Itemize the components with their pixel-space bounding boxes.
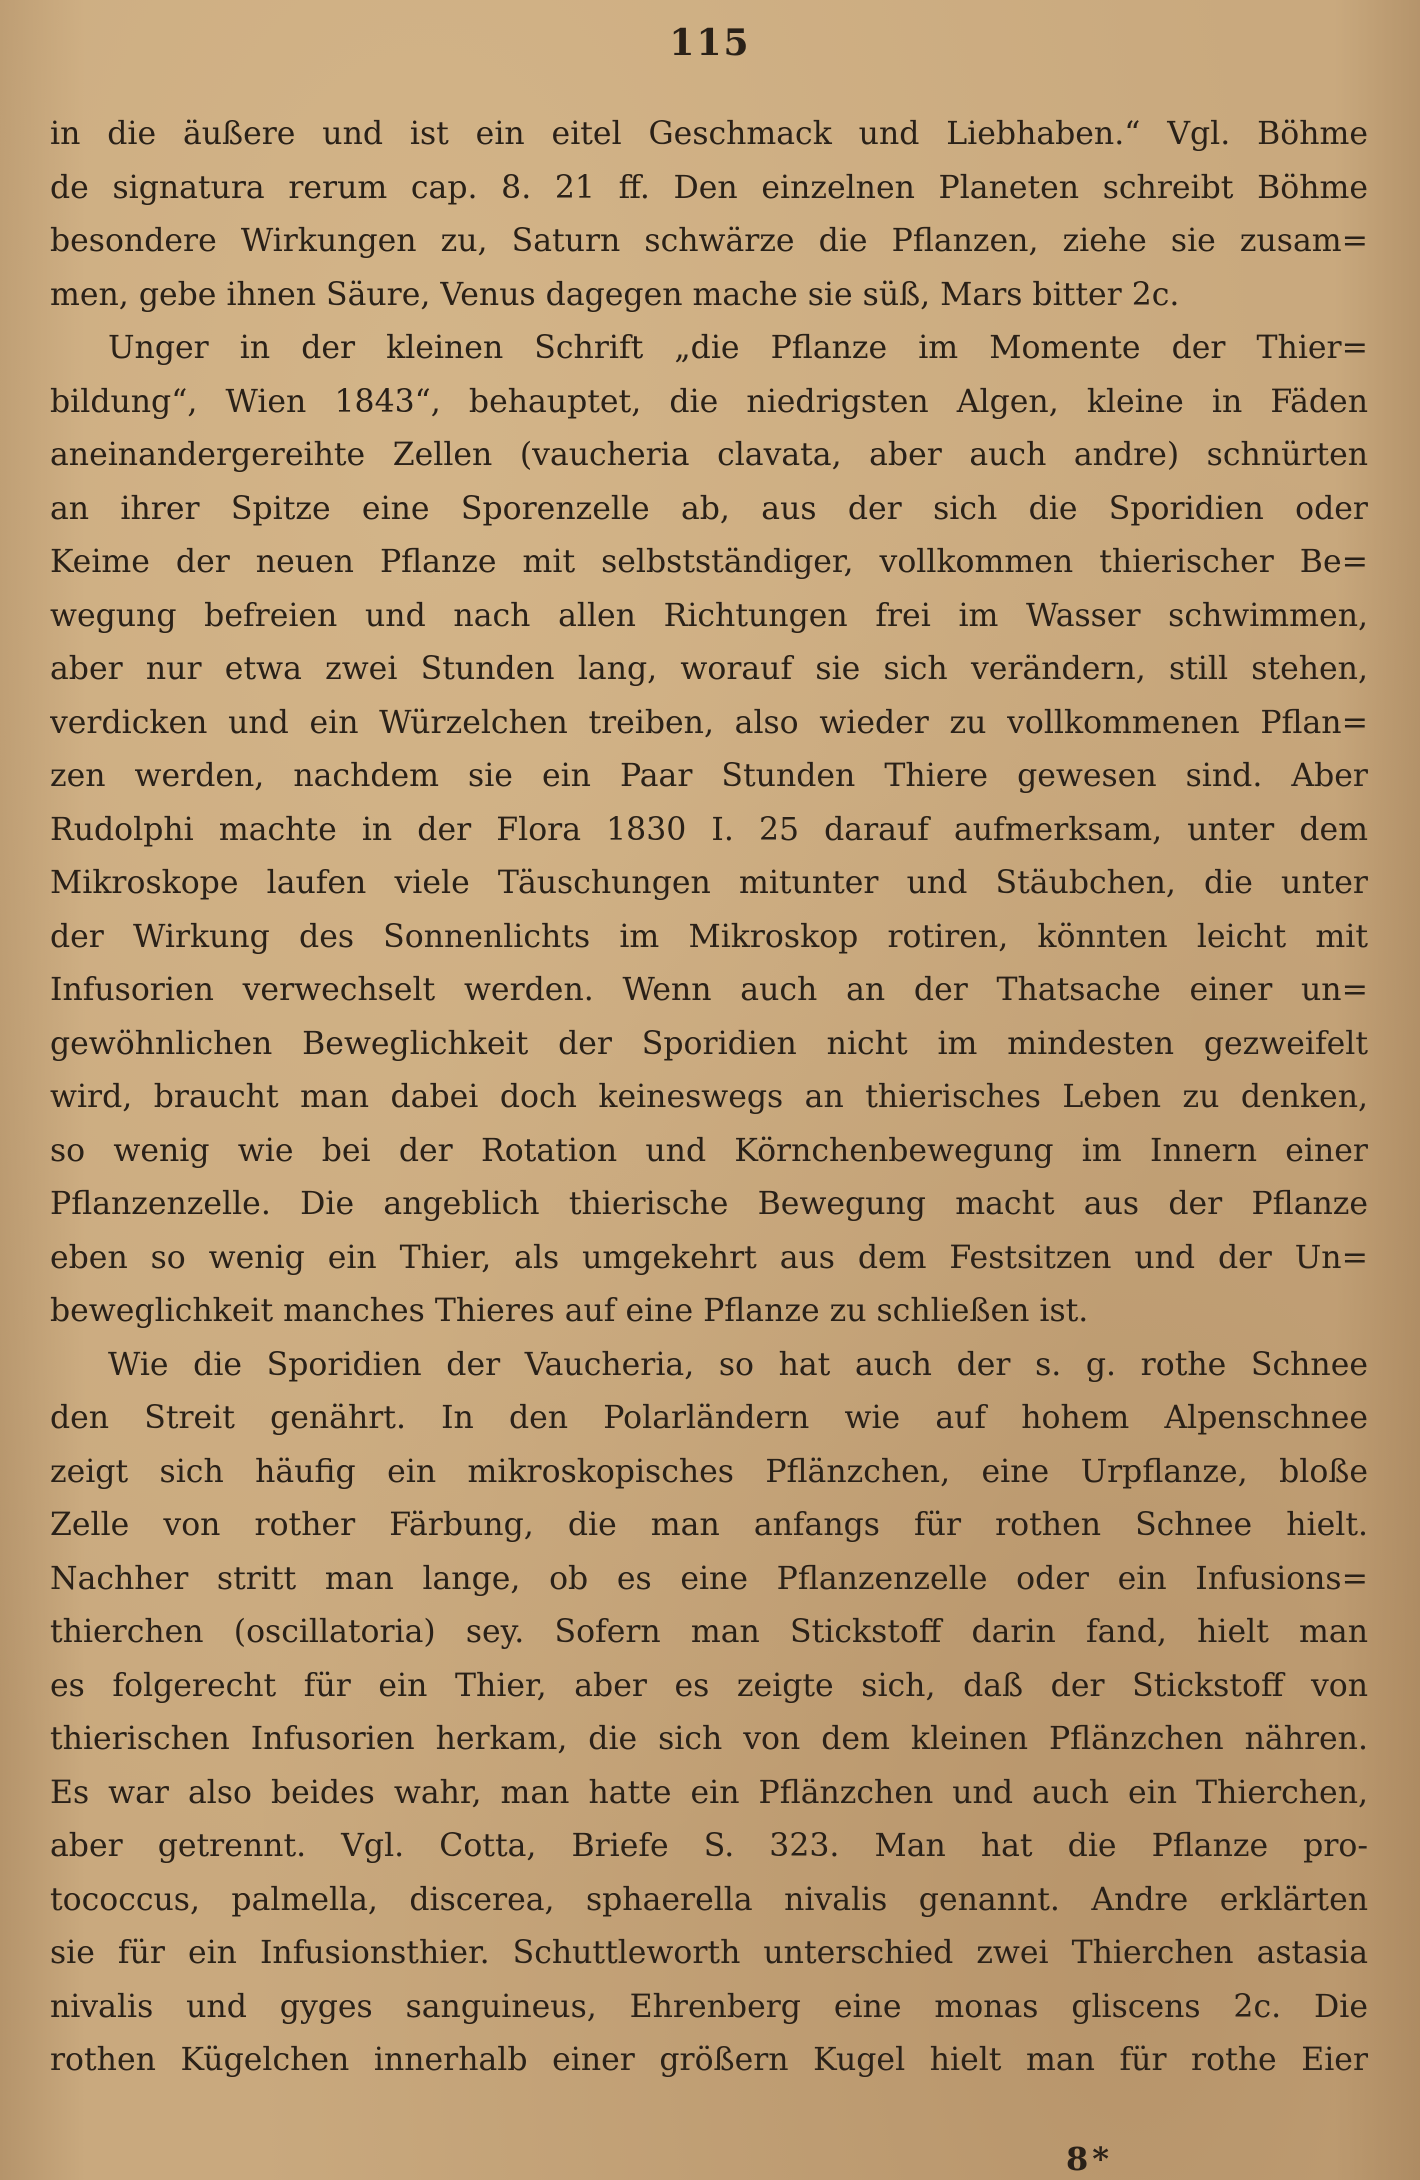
text-line: aber nur etwa zwei Stunden lang, worauf sie sich verändern, still stehen, [50,651,1368,687]
text-line: de signatura rerum cap. 8. 21 ff. Den einzelnen Planeten schreibt Böhme [50,169,1368,206]
text-line: Zelle von rother Färbung, die man anfangs für rothen Schnee hielt. [50,1507,1368,1543]
text-line: Wie die Sporidien der Vaucheria, so hat auch der s. g. rothe Schnee [108,1346,1368,1383]
text-line: zeigt sich häufig ein mikroskopisches Pflänzchen, eine Urpflanze, bloße [50,1453,1368,1490]
text-line: men, gebe ihnen Säure, Venus dagegen mache sie süß, Mars bitter 2c. [50,276,1180,313]
text-line: besondere Wirkungen zu, Saturn schwärze die Pflanzen, ziehe sie zusam= [50,223,1368,259]
text-line: eben so wenig ein Thier, als umgekehrt aus dem Festsitzen und der Un= [50,1239,1368,1276]
text-line: nivalis und gyges sanguineus, Ehrenberg eine monas gliscens 2c. Die [50,1988,1368,2025]
printer-signature-mark: 8* [1066,2140,1113,2178]
text-line: sie für ein Infusionsthier. Schuttleworth unterschied zwei Thierchen astasia [50,1935,1368,1971]
text-line: Unger in der kleinen Schrift „die Pflanze im Momente der Thier= [108,330,1368,366]
text-line: Es war also beides wahr, man hatte ein Pflänzchen und auch ein Thierchen, [50,1774,1368,1811]
text-line: verdicken und ein Würzelchen treiben, also wieder zu vollkommenen Pflan= [50,704,1368,741]
text-line: gewöhnlichen Beweglichkeit der Sporidien nicht im mindesten gezweifelt [50,1025,1368,1062]
text-line: aber getrennt. Vgl. Cotta, Briefe S. 323. Man hat die Pflanze pro- [50,1828,1368,1864]
text-line: Nachher stritt man lange, ob es eine Pflanzenzelle oder ein Infusions= [50,1560,1368,1597]
body-text [50,108,1368,2088]
text-line: zen werden, nachdem sie ein Paar Stunden Thiere gewesen sind. Aber [50,758,1368,794]
text-line: wegung befreien und nach allen Richtungen frei im Wasser schwimmen, [50,597,1368,634]
text-line: beweglichkeit manches Thieres auf eine Pflanze zu schließen ist. [50,1293,1089,1329]
text-line: den Streit genährt. In den Polarländern wie auf hohem Alpenschnee [50,1400,1368,1436]
text-line: so wenig wie bei der Rotation und Körnchenbewegung im Innern einer [50,1132,1368,1169]
text-line: an ihrer Spitze eine Sporenzelle ab, aus der sich die Sporidien oder [50,490,1368,527]
text-line: es folgerecht für ein Thier, aber es zeigte sich, daß der Stickstoff von [50,1667,1368,1704]
text-line: Infusorien verwechselt werden. Wenn auch an der Thatsache einer un= [50,972,1368,1008]
text-line: Mikroskope laufen viele Täuschungen mitunter und Stäubchen, die unter [50,865,1368,901]
text-line: wird, braucht man dabei doch keineswegs an thierisches Leben zu denken, [50,1079,1368,1115]
text-line: Keime der neuen Pflanze mit selbstständiger, vollkommen thierischer Be= [50,544,1368,580]
text-line: Pflanzenzelle. Die angeblich thierische Bewegung macht aus der Pflanze [50,1186,1368,1222]
text-line: thierchen (oscillatoria) sey. Sofern man Stickstoff darin fand, hielt man [50,1614,1368,1650]
text-line: der Wirkung des Sonnenlichts im Mikroskop rotiren, könnten leicht mit [50,918,1368,955]
text-line: in die äußere und ist ein eitel Geschmack und Liebhaben.“ Vgl. Böhme [50,116,1368,152]
text-line: tococcus, palmella, discerea, sphaerella nivalis genannt. Andre erklärten [50,1881,1368,1918]
text-line: rothen Kügelchen innerhalb einer größern Kugel hielt man für rothe Eier [50,2042,1368,2078]
text-line: aneinandergereihte Zellen (vaucheria clavata, aber auch andre) schnürten [50,437,1368,473]
text-line: Rudolphi machte in der Flora 1830 I. 25 darauf aufmerksam, unter dem [50,811,1368,848]
page-number: 115 [669,22,751,64]
text-line: bildung“, Wien 1843“, behauptet, die niedrigsten Algen, kleine in Fäden [50,383,1368,420]
text-line: thierischen Infusorien herkam, die sich von dem kleinen Pflänzchen nähren. [50,1721,1368,1757]
